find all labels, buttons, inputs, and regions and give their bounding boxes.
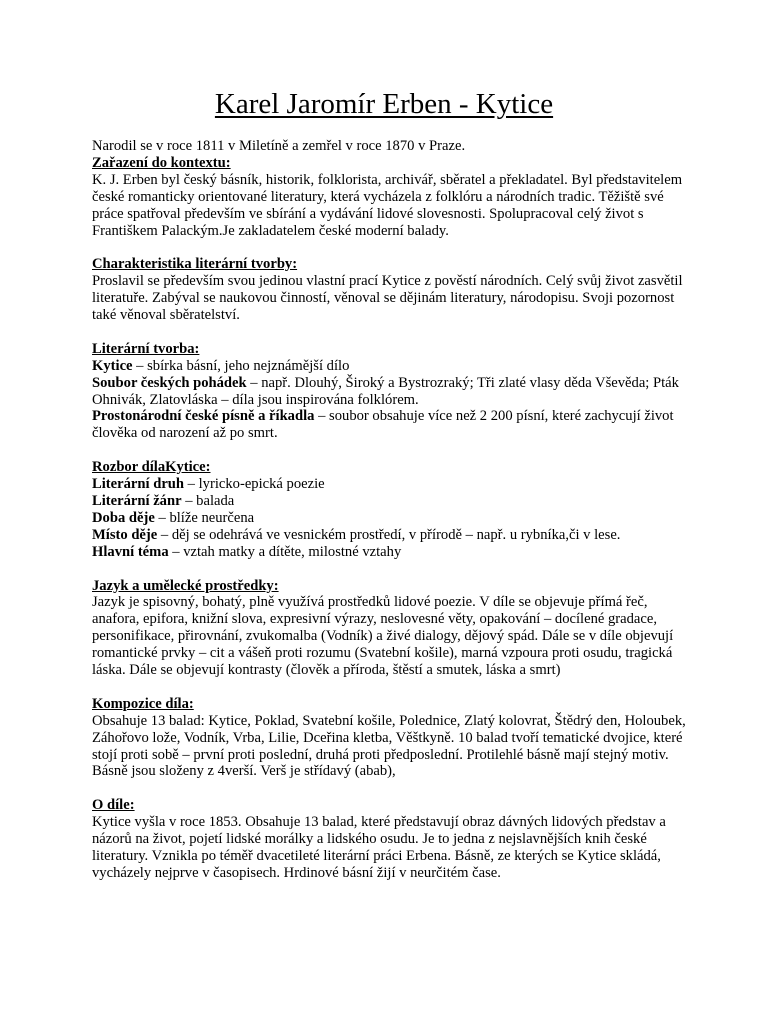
page-title: Karel Jaromír Erben - Kytice (214, 88, 554, 120)
list-item (92, 527, 688, 544)
section-text-kompozice: Obsahuje 13 balad: Kytice, Poklad, Svatební košile, Polednice, Zlatý kolovrat, Štědrý den, Holoubek, Záhořovo lože, Vodník, Vrba, Lilie, Dceřina kletba, Věštkyně. 10 balad tvoří tematické dvojice, které stojí proti sobě – první proti poslední, druhá proti předposlední. Protilehlé básně mají stejný motiv. Básně jsou složeny z 4verší. Verš je střídavý (abab), (92, 712, 686, 780)
section-heading-kontext: Zařazení do kontextu: (92, 154, 231, 171)
list-item-term: Kytice (92, 357, 133, 374)
section-heading-jazyk: Jazyk a umělecké prostředky: (92, 577, 279, 594)
section-text-charakteristika: Proslavil se především svou jedinou vlastní prací Kytice z pověstí národních. Celý svůj život zasvětil literatuře. Zabýval se naukovou činností, věnoval se dějinám literatury, národopisu. Svoji pozornost také věnoval sběratelství. (92, 273, 683, 324)
document-body (92, 138, 688, 882)
section-heading-tvorba: Literární tvorba: (92, 340, 200, 357)
list-item-term: Prostonárodní české písně a říkadla (92, 408, 315, 425)
list-item-desc: – balada (181, 492, 235, 509)
section-heading-charakteristika: Charakteristika literární tvorby: (92, 256, 298, 273)
section-text-jazyk: Jazyk je spisovný, bohatý, plně využívá prostředků lidové poezie. V díle se objevuje přímá řeč, anafora, epifora, knižní slova, expresivní výrazy, neslovesné věty, opakování – docílené gradace, personifikace, přirovnání, zvukomalba (Vodník) a živé dialogy, dějový spád. Dále se v díle objevují romantické prvky – cit a vášeň proti rozumu (Svatební košile), marná vzpoura proti osudu, tragická láska. Dále se objevují kontrasty (člověk a příroda, štěstí a smutek, láska a smrt) (92, 594, 674, 679)
section-heading-odile: O díle: (92, 797, 135, 814)
list-item-term: Literární druh (92, 476, 185, 493)
list-item-term: Literární žánr (92, 492, 182, 509)
list-item-desc: – lyricko-epická poezie (184, 476, 325, 493)
list-item (92, 544, 688, 561)
list-item-term: Místo děje (92, 526, 158, 543)
section-heading-kompozice: Kompozice díla: (92, 695, 194, 712)
list-item-desc: – vztah matky a dítěte, milostné vztahy (168, 543, 402, 560)
list-item (92, 408, 688, 442)
list-item-desc: – blíže neurčena (154, 509, 255, 526)
list-item (92, 375, 688, 409)
list-item-desc: – sbírka básní, jeho nejznámější dílo (132, 357, 350, 374)
section-heading-rozbor: Rozbor dílaKytice: (92, 459, 211, 476)
list-item (92, 358, 688, 375)
section-text-odile: Kytice vyšla v roce 1853. Obsahuje 13 balad, které představují obraz dávných lidových představ a názorů na život, pojetí lidské morálky a lidského osudu. Je to jedna z nejslavnějších knih české literatury. Vznikla po téměř dvacetileté literární práci Erbena. Básně, ze kterých se Kytice skládá, vycházely nejprve v časopisech. Hrdinové básní žijí v neurčitém čase. (92, 814, 666, 881)
list-item-term: Soubor českých pohádek (92, 374, 247, 391)
list-item (92, 476, 688, 493)
list-item-term: Doba děje (92, 509, 155, 526)
list-item-term: Hlavní téma (92, 543, 169, 560)
list-item (92, 510, 688, 527)
list-item-desc: – děj se odehrává ve vesnickém prostředí, v přírodě – např. u rybníka,či v lese. (157, 526, 621, 543)
list-item-desc: – např. Dlouhý, Široký a Bystrozraký; Tři zlaté vlasy děda Vševěda; Pták Ohnivák, Zlatovláska – díla jsou inspirována folklórem. (92, 374, 679, 408)
list-item (92, 493, 688, 510)
intro-paragraph: Narodil se v roce 1811 v Miletíně a zemřel v roce 1870 v Praze. (92, 138, 466, 154)
list-item-desc: – soubor obsahuje více než 2 200 písní, které zachycují život člověka od narození až po smrt. (92, 408, 674, 442)
section-text-kontext: K. J. Erben byl český básník, historik, folklorista, archivář, sběratel a překladatel. Byl představitelem české romanticky orientované literatury, která vycházela z folklóru a národních tradic. Těžiště své práce spatřoval především ve sbírání a vydávání lidové slovesnosti. Spolupracoval celý život s Františkem Palackým.Je zakladatelem české moderní balady. (92, 171, 683, 239)
